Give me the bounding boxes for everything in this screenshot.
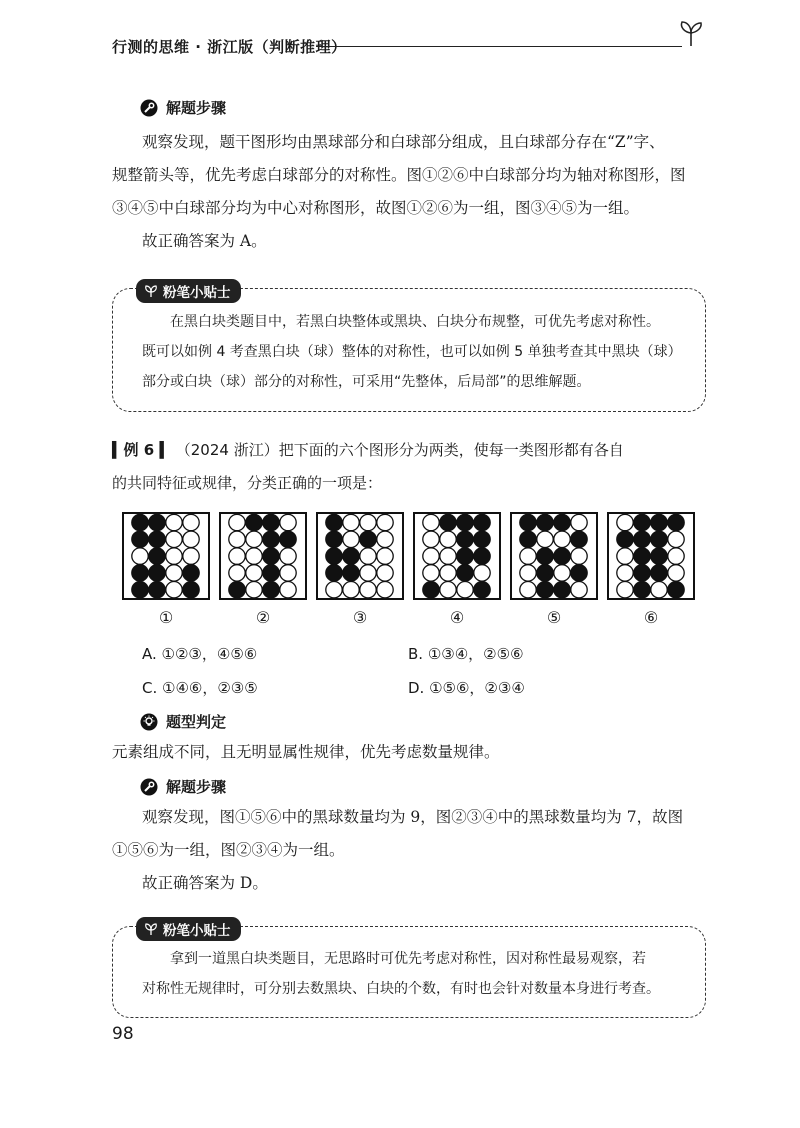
black-ball xyxy=(263,582,279,598)
black-ball xyxy=(343,565,359,581)
black-ball xyxy=(634,531,650,547)
white-ball xyxy=(554,531,570,547)
white-ball xyxy=(474,565,490,581)
black-ball xyxy=(651,565,667,581)
text-line: 观察发现，题干图形均由黑球部分和白球部分组成，且白球部分存在“Z”字、 xyxy=(142,133,665,151)
black-ball xyxy=(343,548,359,564)
white-ball xyxy=(571,514,587,530)
black-ball xyxy=(668,514,684,530)
white-ball xyxy=(423,531,439,547)
white-ball xyxy=(520,548,536,564)
white-ball xyxy=(617,514,633,530)
option-b[interactable]: B. ①③④，②⑤⑥ xyxy=(408,645,524,663)
figure-4 xyxy=(413,512,501,600)
black-ball xyxy=(326,531,342,547)
white-ball xyxy=(377,582,393,598)
black-ball xyxy=(554,548,570,564)
black-ball xyxy=(537,582,553,598)
text-line: 观察发现，图①⑤⑥中的黑球数量均为 9，图②③④中的黑球数量均为 7，故图 xyxy=(142,808,684,826)
figure-label: ② xyxy=(255,608,271,627)
figure-label: ④ xyxy=(449,608,465,627)
white-ball xyxy=(440,565,456,581)
black-ball xyxy=(423,582,439,598)
black-ball xyxy=(474,548,490,564)
question-text: 的共同特征或规律，分类正确的一项是： xyxy=(112,474,383,492)
black-ball xyxy=(457,565,473,581)
question-text: （2024 浙江）把下面的六个图形分为两类，使每一类图形都有各自 xyxy=(175,441,624,459)
section-heading-text: 解题步骤 xyxy=(166,99,227,117)
white-ball xyxy=(280,582,296,598)
text-line: 在黑白块类题目中，若黑白块整体或黑块、白块分布规整，可优先考虑对称性。 xyxy=(170,314,660,330)
white-ball xyxy=(668,531,684,547)
section-heading-type-judgment xyxy=(140,711,226,732)
black-ball xyxy=(326,548,342,564)
black-ball xyxy=(571,531,587,547)
text-line: 拿到一道黑白块类题目，无思路时可优先考虑对称性，因对称性最易观察，若 xyxy=(170,951,646,967)
tip-label-text: 粉笔小贴士 xyxy=(163,285,231,301)
figure-2 xyxy=(219,512,307,600)
black-ball xyxy=(571,565,587,581)
white-ball xyxy=(343,531,359,547)
black-ball xyxy=(263,565,279,581)
black-ball xyxy=(554,582,570,598)
white-ball xyxy=(377,548,393,564)
text-line: 部分或白块（球）部分的对称性，可采用“先整体，后局部”的思维解题。 xyxy=(142,374,591,390)
section-heading-solution-steps xyxy=(140,97,226,118)
white-ball xyxy=(246,582,262,598)
black-ball xyxy=(537,514,553,530)
white-ball xyxy=(360,548,376,564)
figure-5 xyxy=(510,512,598,600)
text-line: 规整箭头等，优先考虑白球部分的对称性。图①②⑥中白球部分均为轴对称图形，图 xyxy=(112,166,686,184)
lightbulb-icon xyxy=(140,713,158,731)
figure-1 xyxy=(122,512,210,600)
black-ball xyxy=(183,565,199,581)
black-ball xyxy=(132,531,148,547)
black-ball xyxy=(263,514,279,530)
option-a[interactable]: A. ①②③，④⑤⑥ xyxy=(142,645,258,663)
figure-grid xyxy=(512,514,596,598)
white-ball xyxy=(183,531,199,547)
black-ball xyxy=(132,582,148,598)
white-ball xyxy=(617,548,633,564)
black-ball xyxy=(246,514,262,530)
black-ball xyxy=(132,565,148,581)
white-ball xyxy=(280,565,296,581)
black-ball xyxy=(537,565,553,581)
white-ball xyxy=(132,548,148,564)
black-ball xyxy=(617,531,633,547)
solution-paragraph xyxy=(112,801,712,900)
white-ball xyxy=(377,565,393,581)
black-ball xyxy=(440,514,456,530)
white-ball xyxy=(617,565,633,581)
white-ball xyxy=(440,582,456,598)
figure-label: ⑤ xyxy=(546,608,562,627)
black-ball xyxy=(634,582,650,598)
white-ball xyxy=(360,514,376,530)
black-ball xyxy=(474,582,490,598)
white-ball xyxy=(457,582,473,598)
figure-label: ① xyxy=(158,608,174,627)
tip-text xyxy=(142,307,702,397)
sprout-icon xyxy=(676,18,706,48)
white-ball xyxy=(423,548,439,564)
black-ball xyxy=(520,514,536,530)
black-ball xyxy=(474,531,490,547)
example-question xyxy=(112,434,712,500)
white-ball xyxy=(280,514,296,530)
white-ball xyxy=(326,582,342,598)
black-ball xyxy=(651,548,667,564)
white-ball xyxy=(617,582,633,598)
black-ball xyxy=(474,514,490,530)
option-c[interactable]: C. ①④⑥，②③⑤ xyxy=(142,679,258,697)
figure-6 xyxy=(607,512,695,600)
white-ball xyxy=(440,548,456,564)
black-ball xyxy=(520,531,536,547)
white-ball xyxy=(166,582,182,598)
wrench-icon xyxy=(140,778,158,796)
white-ball xyxy=(668,565,684,581)
black-ball xyxy=(149,548,165,564)
black-ball xyxy=(229,582,245,598)
black-ball xyxy=(149,582,165,598)
white-ball xyxy=(166,565,182,581)
black-ball xyxy=(457,531,473,547)
figure-label: ③ xyxy=(352,608,368,627)
section-heading-solution-steps xyxy=(140,776,226,797)
leaf-icon xyxy=(144,284,158,298)
black-ball xyxy=(360,531,376,547)
white-ball xyxy=(246,548,262,564)
white-ball xyxy=(571,548,587,564)
white-ball xyxy=(229,514,245,530)
white-ball xyxy=(423,565,439,581)
figure-label: ⑥ xyxy=(643,608,659,627)
text-line: ①⑤⑥为一组，图②③④为一组。 xyxy=(112,841,345,859)
white-ball xyxy=(537,531,553,547)
section-heading-text: 解题步骤 xyxy=(166,778,227,796)
white-ball xyxy=(246,531,262,547)
white-ball xyxy=(520,582,536,598)
black-ball xyxy=(651,514,667,530)
white-ball xyxy=(343,582,359,598)
white-ball xyxy=(423,514,439,530)
black-ball xyxy=(263,548,279,564)
white-ball xyxy=(280,548,296,564)
section-heading-text: 题型判定 xyxy=(166,713,227,731)
type-judgment-text: 元素组成不同，且无明显属性规律，优先考虑数量规律。 xyxy=(112,743,500,761)
example-marker: ▍例 6 ▍ xyxy=(112,441,171,459)
figure-grid xyxy=(609,514,693,598)
black-ball xyxy=(326,514,342,530)
white-ball xyxy=(183,514,199,530)
figure-3 xyxy=(316,512,404,600)
black-ball xyxy=(634,548,650,564)
figure-grid xyxy=(124,514,208,598)
black-ball xyxy=(326,565,342,581)
black-ball xyxy=(634,565,650,581)
black-ball xyxy=(183,582,199,598)
white-ball xyxy=(377,531,393,547)
white-ball xyxy=(166,531,182,547)
white-ball xyxy=(343,514,359,530)
black-ball xyxy=(554,514,570,530)
white-ball xyxy=(360,582,376,598)
black-ball xyxy=(149,514,165,530)
black-ball xyxy=(149,531,165,547)
white-ball xyxy=(166,514,182,530)
answer-line: 故正确答案为 D。 xyxy=(142,874,268,892)
white-ball xyxy=(183,548,199,564)
option-d[interactable]: D. ①⑤⑥，②③④ xyxy=(408,679,525,697)
text-line: 对称性无规律时，可分别去数黑块、白块的个数，有时也会针对数量本身进行考查。 xyxy=(142,981,660,997)
white-ball xyxy=(440,531,456,547)
black-ball xyxy=(457,548,473,564)
figure-grid xyxy=(415,514,499,598)
answer-line: 故正确答案为 A。 xyxy=(142,232,267,250)
leaf-icon xyxy=(144,922,158,936)
white-ball xyxy=(360,565,376,581)
white-ball xyxy=(229,531,245,547)
black-ball xyxy=(651,531,667,547)
black-ball xyxy=(634,514,650,530)
white-ball xyxy=(377,514,393,530)
page-number: 98 xyxy=(112,1024,134,1044)
text-line: ③④⑤中白球部分均为中心对称图形，故图①②⑥为一组，图③④⑤为一组。 xyxy=(112,199,640,217)
wrench-icon xyxy=(140,99,158,117)
white-ball xyxy=(246,565,262,581)
tip-text xyxy=(142,944,702,1004)
white-ball xyxy=(166,548,182,564)
black-ball xyxy=(457,514,473,530)
running-header-title: 行测的思维 · 浙江版（判断推理） xyxy=(112,38,347,56)
black-ball xyxy=(263,531,279,547)
black-ball xyxy=(668,582,684,598)
tip-label xyxy=(136,279,241,303)
black-ball xyxy=(280,531,296,547)
white-ball xyxy=(571,582,587,598)
tip-label-text: 粉笔小贴士 xyxy=(163,923,231,939)
white-ball xyxy=(229,565,245,581)
black-ball xyxy=(149,565,165,581)
white-ball xyxy=(229,548,245,564)
white-ball xyxy=(651,582,667,598)
white-ball xyxy=(554,565,570,581)
black-ball xyxy=(537,548,553,564)
black-ball xyxy=(132,514,148,530)
tip-label xyxy=(136,917,241,941)
white-ball xyxy=(668,548,684,564)
figure-grid xyxy=(318,514,402,598)
figure-grid xyxy=(221,514,305,598)
white-ball xyxy=(520,565,536,581)
header-rule xyxy=(316,46,682,47)
solution-paragraph xyxy=(112,126,712,258)
text-line: 既可以如例 4 考查黑白块（球）整体的对称性，也可以如例 5 单独考查其中黑块（球） xyxy=(142,344,682,360)
